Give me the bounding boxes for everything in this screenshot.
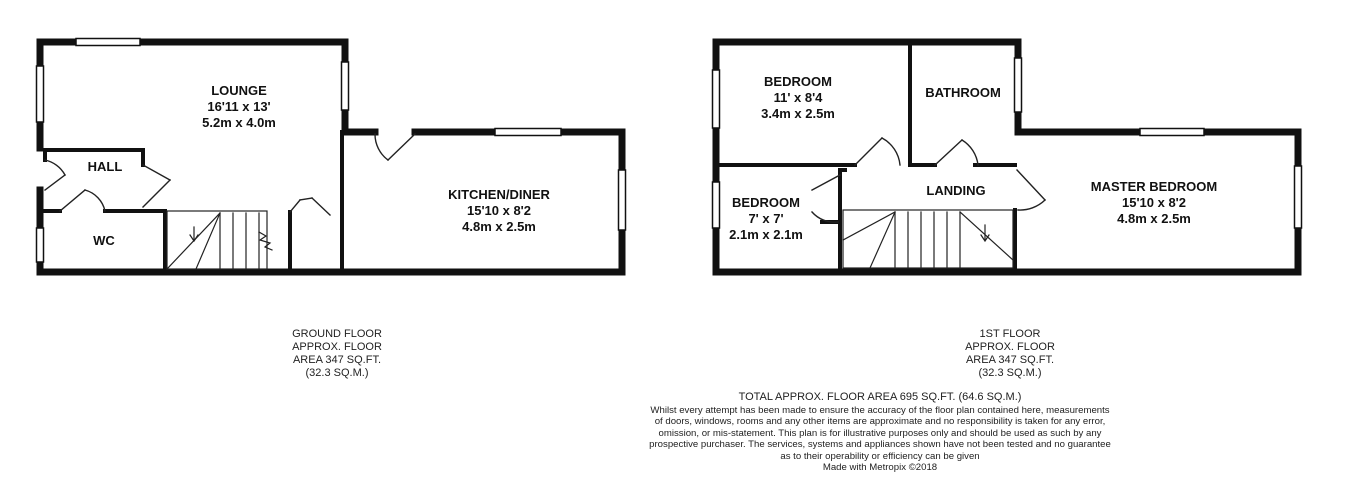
room-name-hall: HALL xyxy=(87,159,123,174)
room-dimension-metric: 4.8m x 2.5m xyxy=(462,219,536,234)
room-name-bathroom: BATHROOM xyxy=(925,85,1001,100)
room-name-kitchen-diner: KITCHEN/DINER xyxy=(448,187,550,202)
disclaimer-line: omission, or mis-statement. This plan is for illustrative purposes only and should be used as such by any xyxy=(658,427,1102,439)
room-name-wc: WC xyxy=(93,233,115,248)
room-dimension-metric: 5.2m x 4.0m xyxy=(202,115,276,130)
ground-floor-caption xyxy=(262,328,412,380)
total-floor-area: TOTAL APPROX. FLOOR AREA 695 SQ.FT. (64.6 SQ.M.) xyxy=(738,391,1022,403)
disclaimer-line: of doors, windows, rooms and any other items are approximate and no responsibility is taken for any error, xyxy=(654,416,1106,428)
room-name-bedroom: BEDROOM xyxy=(764,74,832,89)
caption-line: (32.3 SQ.M.) xyxy=(305,367,369,379)
room-dimension-imperial: 15'10 x 8'2 xyxy=(466,203,532,218)
room-dimension-imperial: 7' x 7' xyxy=(748,211,784,226)
ground-floor-doors xyxy=(45,134,415,215)
disclaimer xyxy=(610,405,1150,473)
room-dimension-metric: 3.4m x 2.5m xyxy=(761,106,835,121)
room-name-bedroom-small: BEDROOM xyxy=(732,195,800,210)
ground-floor-labels xyxy=(88,83,551,248)
room-dimension-metric: 4.8m x 2.5m xyxy=(1117,211,1191,226)
room-dimension-metric: 2.1m x 2.1m xyxy=(729,227,803,242)
disclaimer-line: as to their operability or efficiency can be given xyxy=(780,450,980,462)
ground-floor-plan xyxy=(37,39,626,273)
room-dimension-imperial: 11' x 8'4 xyxy=(773,90,823,105)
room-name-lounge: LOUNGE xyxy=(211,83,267,98)
first-floor-labels xyxy=(729,74,1217,242)
caption-line: APPROX. FLOOR xyxy=(965,341,1055,353)
caption-line: AREA 347 SQ.FT. xyxy=(965,354,1055,366)
caption-line: APPROX. FLOOR xyxy=(292,341,382,353)
first-floor-caption xyxy=(935,328,1085,380)
room-dimension-imperial: 15'10 x 8'2 xyxy=(1121,195,1187,210)
disclaimer-line: Whilst every attempt has been made to ensure the accuracy of the floor plan contained here, measurements xyxy=(650,405,1110,416)
ground-floor-stairs xyxy=(167,211,272,269)
disclaimer-line: prospective purchaser. The services, systems and appliances shown have not been tested and no guarantee xyxy=(649,439,1111,451)
caption-line: 1ST FLOOR xyxy=(979,328,1041,340)
disclaimer-credit: Made with Metropix ©2018 xyxy=(822,462,938,474)
first-floor-stairs xyxy=(843,210,1013,268)
room-name-master-bedroom: MASTER BEDROOM xyxy=(1090,179,1218,194)
caption-line: (32.3 SQ.M.) xyxy=(978,367,1042,379)
caption-line: GROUND FLOOR xyxy=(292,328,382,340)
caption-line: AREA 347 SQ.FT. xyxy=(292,354,382,366)
room-dimension-imperial: 16'11 x 13' xyxy=(207,99,271,114)
room-name-landing: LANDING xyxy=(926,183,986,198)
ground-floor-walls xyxy=(40,42,622,272)
